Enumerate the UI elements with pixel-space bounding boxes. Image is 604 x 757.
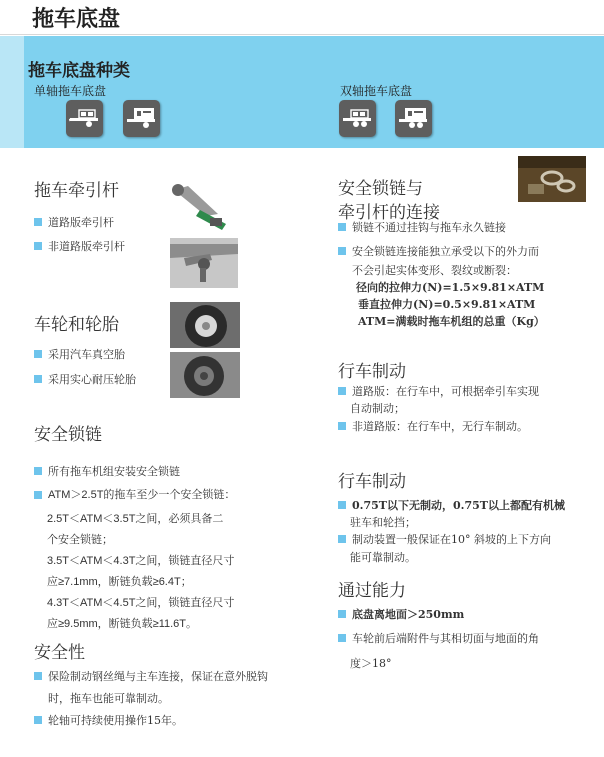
bullet-square-icon — [338, 422, 346, 430]
wheels-heading: 车轮和轮胎 — [34, 315, 119, 335]
list-item: 轮轴可持续使用操作15年。 — [34, 712, 183, 729]
double-axle-flat-trailer-button[interactable] — [339, 100, 376, 137]
page-title: 拖车底盘 — [32, 6, 121, 32]
bullet-square-icon — [34, 491, 42, 499]
bullet-square-icon — [338, 535, 346, 543]
bullet-square-icon — [34, 242, 42, 250]
braking2-continuation: 能可靠制动。 — [350, 551, 416, 564]
offroad-drawbar-photo — [170, 238, 238, 288]
bullet-square-icon — [34, 350, 42, 358]
list-item: 安全锁链连接能独立承受以下的外力而 — [338, 243, 539, 260]
solid-tire-photo — [170, 352, 240, 398]
chassis-types-banner — [0, 36, 604, 148]
chain-heading: 安全锁链 — [34, 425, 102, 445]
chain-link-formula: 垂直拉伸力(N)=0.5×9.81×ATM — [358, 298, 536, 311]
list-item: 采用汽车真空胎 — [34, 346, 125, 363]
braking-heading: 行车制动 — [338, 362, 406, 382]
bullet-square-icon — [338, 501, 346, 509]
drawbar-heading: 拖车牵引杆 — [34, 181, 119, 201]
single-axle-generator-trailer-button[interactable] — [123, 100, 160, 137]
bullet-square-icon — [34, 467, 42, 475]
vacuum-tire-photo — [170, 302, 240, 348]
trailer-generator-icon — [126, 105, 157, 131]
bullet-square-icon — [34, 716, 42, 724]
chain-link-heading-line2: 牵引杆的连接 — [338, 203, 440, 223]
bullet-square-icon — [34, 375, 42, 383]
chain-link-formula: 径向的拉伸力(N)=1.5×9.81×ATM — [356, 281, 545, 294]
chain-link-formula: ATM=满载时拖车机组的总重（Kg） — [358, 315, 545, 328]
chain-condition-line: 个安全锁链； — [47, 534, 113, 546]
list-item: ATM＞2.5T的拖车至少一个安全锁链： — [34, 487, 235, 504]
bullet-square-icon — [34, 218, 42, 226]
list-item: 锁链不通过挂钩与拖车永久链接 — [338, 219, 506, 236]
list-item: 底盘离地面＞250mm — [338, 606, 464, 623]
double-axle-generator-trailer-button[interactable] — [395, 100, 432, 137]
chain-condition-line: 4.3T＜ATM＜4.5T之间，锁链直径尺寸 — [47, 597, 235, 609]
bullet-square-icon — [338, 223, 346, 231]
list-item: 保险制动钢丝绳与主车连接，保证在意外脱钩 — [34, 668, 268, 685]
list-item: 非道路版：在行车中，无行车制动。 — [338, 418, 528, 435]
list-item: 0.75T以下无制动，0.75T以上都配有机械 — [338, 497, 565, 514]
road-drawbar-photo — [166, 180, 236, 232]
list-item: 车轮前后端附件与其相切面与地面的角 — [338, 630, 539, 647]
braking-continuation: 自动制动； — [350, 402, 405, 415]
list-item: 制动装置一般保证在10° 斜坡的上下方向 — [338, 531, 551, 548]
chain-condition-line: 应≥7.1mm，断链负载≥6.4T； — [47, 576, 192, 588]
list-item: 非道路版牵引杆 — [34, 238, 125, 255]
list-item: 所有拖车机组安装安全锁链 — [34, 463, 180, 480]
chain-condition-line: 应≥9.5mm，断链负载≥11.6T。 — [47, 618, 198, 630]
passability-continuation: 度＞18° — [350, 657, 392, 670]
trailer-generator-icon — [398, 105, 429, 131]
braking-heading-2: 行车制动 — [338, 472, 406, 492]
bullet-square-icon — [34, 672, 42, 680]
chassis-types-title: 拖车底盘种类 — [28, 61, 130, 81]
list-item: 采用实心耐压轮胎 — [34, 371, 136, 388]
safety-heading: 安全性 — [34, 643, 85, 663]
single-axle-label: 单轴拖车底盘 — [34, 84, 107, 98]
chain-link-line: 不会引起实体变形、裂纹或断裂： — [352, 264, 517, 277]
safety-continuation: 时，拖车也能可靠制动。 — [48, 692, 169, 705]
passability-heading: 通过能力 — [338, 581, 406, 601]
chain-link-heading-line1: 安全锁链与 — [338, 179, 423, 199]
double-axle-label: 双轴拖车底盘 — [340, 84, 413, 98]
bullet-square-icon — [338, 247, 346, 255]
banner-accent-strip — [0, 36, 24, 148]
chain-link-photo — [518, 156, 586, 202]
title-divider — [0, 34, 604, 35]
list-item: 道路版：在行车中，可根据牵引车实现 — [338, 383, 539, 400]
bullet-square-icon — [338, 610, 346, 618]
trailer-flat-icon — [69, 105, 100, 131]
bullet-square-icon — [338, 634, 346, 642]
chain-condition-line: 3.5T＜ATM＜4.3T之间，锁链直径尺寸 — [47, 555, 235, 567]
bullet-square-icon — [338, 387, 346, 395]
braking2-continuation: 驻车和轮挡； — [350, 516, 416, 529]
single-axle-flat-trailer-button[interactable] — [66, 100, 103, 137]
chain-condition-line: 2.5T＜ATM＜3.5T之间，必须具备二 — [47, 513, 224, 525]
trailer-flat-icon — [342, 105, 373, 131]
list-item: 道路版牵引杆 — [34, 214, 114, 231]
